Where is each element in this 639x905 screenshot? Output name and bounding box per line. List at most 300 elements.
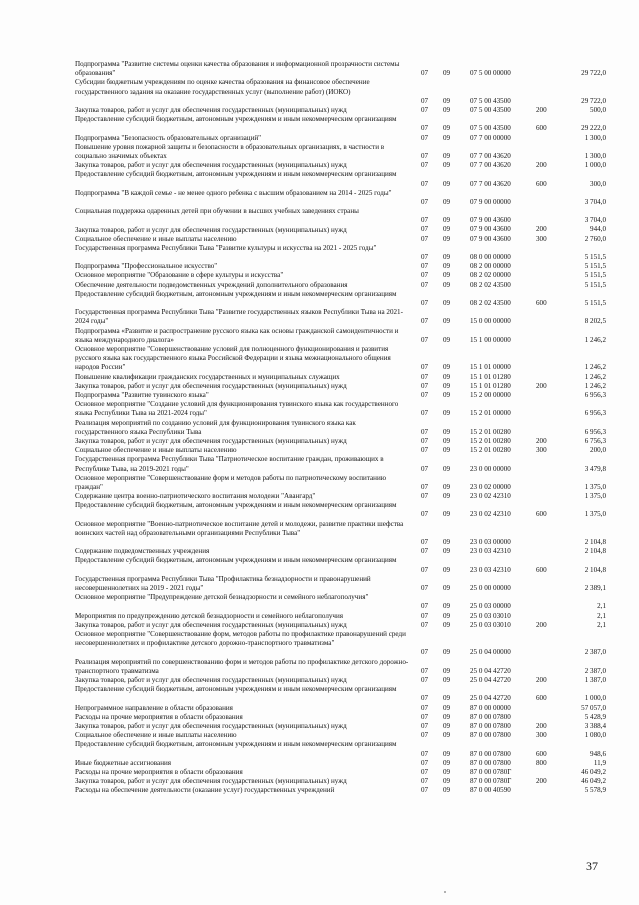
table-row [0, 621, 639, 630]
row-subsection: 09 [443, 758, 451, 767]
row-target-article: 07 9 00 00000 [470, 197, 511, 206]
row-name: Закупка товаров, работ и услуг для обеспечения государственных (муниципальных) нужд [75, 225, 347, 234]
table-row [0, 161, 639, 170]
row-subsection: 09 [443, 262, 451, 271]
row-amount: 5 151,5 [584, 299, 606, 308]
table-row [0, 189, 639, 207]
table-row [0, 501, 639, 519]
row-target-article: 87 0 00 0780Г [470, 767, 512, 776]
row-name: Закупка товаров, работ и услуг для обеспечения государственных (муниципальных) нужд [75, 777, 347, 786]
table-row [0, 556, 639, 574]
row-target-article: 07 7 00 00000 [470, 133, 511, 142]
row-amount: 1 246,2 [584, 381, 606, 390]
table-row [0, 244, 639, 262]
row-amount: 5 151,5 [584, 271, 606, 280]
table-row [0, 492, 639, 501]
row-section: 07 [421, 758, 429, 767]
row-name: Непрограммное направление в области образования [75, 703, 233, 712]
row-name: Закупка товаров, работ и услуг для обеспечения государственных (муниципальных) нужд [75, 105, 347, 114]
row-amount: 200,0 [590, 446, 606, 455]
row-target-article: 23 0 02 42310 [470, 510, 511, 519]
table-row [0, 106, 639, 115]
table-row [0, 170, 639, 188]
row-target-article: 15 2 00 00000 [470, 390, 511, 399]
row-name: Предоставление субсидий бюджетным, автономным учреждениям и иным некоммерческим организациям [75, 115, 397, 124]
row-section: 07 [421, 648, 429, 657]
row-target-article: 87 0 00 40590 [470, 786, 511, 795]
row-section: 07 [421, 105, 429, 114]
table-row [0, 520, 639, 548]
row-amount: 1 000,0 [584, 694, 606, 703]
row-target-article: 87 0 00 07800 [470, 721, 511, 730]
row-subsection: 09 [443, 703, 451, 712]
row-subsection: 09 [443, 538, 451, 547]
row-section: 07 [421, 565, 429, 574]
row-target-article: 15 1 01 00000 [470, 363, 511, 372]
row-name: Подпрограмма "Безопасность образовательных организаций" [75, 133, 262, 142]
row-subsection: 09 [443, 666, 451, 675]
row-subsection: 09 [443, 767, 451, 776]
row-amount: 2 104,8 [584, 565, 606, 574]
row-amount: 29 722,0 [581, 96, 606, 105]
row-target-article: 07 7 00 43620 [470, 179, 511, 188]
table-row [0, 382, 639, 391]
row-target-article: 07 5 00 43500 [470, 105, 511, 114]
table-row [0, 777, 639, 786]
row-amount: 6 956,3 [584, 390, 606, 399]
row-amount: 1 300,0 [584, 133, 606, 142]
row-amount: 3 704,0 [584, 197, 606, 206]
row-name: Социальное обеспечение и иные выплаты населению [75, 446, 237, 455]
table-row [0, 722, 639, 731]
row-target-article: 08 2 02 43500 [470, 299, 511, 308]
row-target-article: 25 0 04 42720 [470, 694, 511, 703]
row-amount: 500,0 [590, 105, 606, 114]
row-subsection: 09 [443, 96, 451, 105]
row-section: 07 [421, 446, 429, 455]
table-row [0, 685, 639, 703]
row-expense-type: 200 [536, 436, 547, 445]
row-name: Закупка товаров, работ и услуг для обеспечения государственных (муниципальных) нужд [75, 721, 347, 730]
row-expense-type: 200 [536, 675, 547, 684]
row-subsection: 09 [443, 777, 451, 786]
row-target-article: 23 0 00 00000 [470, 464, 511, 473]
row-section: 07 [421, 197, 429, 206]
row-target-article: 87 0 00 07800 [470, 749, 511, 758]
row-section: 07 [421, 510, 429, 519]
table-row [0, 281, 639, 290]
row-amount: 944,0 [590, 225, 606, 234]
table-row [0, 262, 639, 271]
row-amount: 1 300,0 [584, 151, 606, 160]
row-subsection: 09 [443, 253, 451, 262]
row-section: 07 [421, 675, 429, 684]
row-section: 07 [421, 179, 429, 188]
row-section: 07 [421, 584, 429, 593]
row-section: 07 [421, 731, 429, 740]
table-row [0, 345, 639, 373]
row-name: Закупка товаров, работ и услуг для обеспечения государственных (муниципальных) нужд [75, 161, 347, 170]
row-target-article: 23 0 02 00000 [470, 482, 511, 491]
row-target-article: 15 1 01 01280 [470, 372, 511, 381]
table-row [0, 740, 639, 758]
row-subsection: 09 [443, 197, 451, 206]
row-subsection: 09 [443, 492, 451, 501]
row-amount: 5 151,5 [584, 262, 606, 271]
row-target-article: 87 0 00 07800 [470, 758, 511, 767]
row-subsection: 09 [443, 335, 451, 344]
row-name: Социальное обеспечение и иные выплаты населению [75, 234, 237, 243]
table-row [0, 786, 639, 795]
row-section: 07 [421, 253, 429, 262]
row-name: Обеспечение деятельности подведомственных учреждений дополнительного образования [75, 280, 348, 289]
row-amount: 46 049,2 [581, 767, 606, 776]
row-expense-type: 300 [536, 446, 547, 455]
row-expense-type: 600 [536, 565, 547, 574]
row-amount: 948,6 [590, 749, 606, 758]
row-target-article: 07 7 00 43620 [470, 161, 511, 170]
row-expense-type: 200 [536, 620, 547, 629]
row-target-article: 25 0 04 42720 [470, 675, 511, 684]
row-subsection: 09 [443, 151, 451, 160]
row-expense-type: 200 [536, 381, 547, 390]
row-target-article: 23 0 03 42310 [470, 565, 511, 574]
row-expense-type: 200 [536, 105, 547, 114]
row-name: Расходы на обеспечение деятельности (оказание услуг) государственных учреждений [75, 786, 335, 795]
row-target-article: 07 5 00 00000 [470, 69, 511, 78]
row-amount: 29 222,0 [581, 124, 606, 133]
row-target-article: 87 0 00 0780Г [470, 777, 512, 786]
row-subsection: 09 [443, 179, 451, 188]
page-number: 37 [586, 859, 598, 873]
row-amount: 2,1 [597, 611, 606, 620]
row-amount: 29 722,0 [581, 69, 606, 78]
row-target-article: 15 2 01 00280 [470, 427, 511, 436]
row-subsection: 09 [443, 446, 451, 455]
row-subsection: 09 [443, 464, 451, 473]
row-name: Закупка товаров, работ и услуг для обеспечения государственных (муниципальных) нужд [75, 381, 347, 390]
row-amount: 2 389,1 [584, 584, 606, 593]
row-amount: 8 202,5 [584, 317, 606, 326]
row-subsection: 09 [443, 584, 451, 593]
row-subsection: 09 [443, 482, 451, 491]
row-section: 07 [421, 721, 429, 730]
row-name: Закупка товаров, работ и услуг для обеспечения государственных (муниципальных) нужд [75, 436, 347, 445]
row-target-article: 87 0 00 00000 [470, 703, 511, 712]
table-row [0, 612, 639, 621]
row-expense-type: 800 [536, 758, 547, 767]
table-row [0, 373, 639, 382]
row-amount: 2 387,0 [584, 666, 606, 675]
row-subsection: 09 [443, 271, 451, 280]
row-target-article: 25 0 03 00000 [470, 602, 511, 611]
row-subsection: 09 [443, 124, 451, 133]
row-target-article: 07 9 00 43600 [470, 234, 511, 243]
row-section: 07 [421, 611, 429, 620]
row-expense-type: 200 [536, 161, 547, 170]
row-amount: 2,1 [597, 620, 606, 629]
row-target-article: 08 2 00 00000 [470, 262, 511, 271]
row-name: Закупка товаров, работ и услуг для обеспечения государственных (муниципальных) нужд [75, 620, 347, 629]
row-amount: 1 246,2 [584, 335, 606, 344]
row-name: Иные бюджетные ассигнования [75, 758, 172, 767]
row-amount: 6 956,3 [584, 409, 606, 418]
row-name: Предоставление субсидий бюджетным, автономным учреждениям и иным некоммерческим организациям [75, 685, 397, 694]
table-row [0, 327, 639, 345]
row-name: Социальная поддержка одаренных детей при обучении в высших учебных заведениях страны [75, 207, 359, 216]
row-subsection: 09 [443, 694, 451, 703]
row-amount: 11,9 [593, 758, 606, 767]
table-row [0, 446, 639, 455]
row-name: Субсидии бюджетным учреждениям по оценке качества образования на финансовое обеспечение государственного задания на оказание государственных услуг (выполнение работ) (ИОКО) [75, 78, 370, 96]
row-subsection: 09 [443, 280, 451, 289]
row-section: 07 [421, 538, 429, 547]
row-target-article: 25 0 03 03010 [470, 611, 511, 620]
row-name: Основное мероприятие "Образование в сфере культуры и искусства" [75, 271, 284, 280]
row-name: Подпрограмма "Развитие тувинского языка" [75, 390, 209, 399]
row-target-article: 25 0 00 00000 [470, 584, 511, 593]
table-row [0, 143, 639, 161]
row-name: Повышение квалификации гражданских государственных и муниципальных служащих [75, 372, 340, 381]
row-target-article: 15 0 00 00000 [470, 317, 511, 326]
row-name: Государственная программа Республики Тыва "Профилактика безнадзорности и правонарушений несовершеннолетних на 2019 - 2021 годы" [75, 574, 371, 593]
table-row [0, 731, 639, 740]
row-subsection: 09 [443, 216, 451, 225]
table-row [0, 419, 639, 437]
row-section: 07 [421, 767, 429, 776]
row-subsection: 09 [443, 675, 451, 684]
row-section: 07 [421, 216, 429, 225]
row-name: Расходы на прочие мероприятия в области образования [75, 767, 243, 776]
row-name: Подпрограмма "В каждой семье - не менее одного ребенка с высшим образованием на 2014 - 2025 годы" [75, 188, 392, 197]
table-row [0, 455, 639, 473]
row-section: 07 [421, 694, 429, 703]
row-name: Государственная программа Республики Тыва "Патриотическое воспитание граждан, проживающих в Республике Тыва, на 2019-2021 годы" [75, 455, 384, 473]
table-row [0, 437, 639, 446]
table-row [0, 308, 639, 326]
row-amount: 2 104,8 [584, 538, 606, 547]
row-subsection: 09 [443, 731, 451, 740]
table-row [0, 630, 639, 658]
row-amount: 2 104,8 [584, 547, 606, 556]
row-subsection: 09 [443, 225, 451, 234]
row-expense-type: 600 [536, 694, 547, 703]
budget-table [0, 60, 639, 795]
table-row [0, 115, 639, 133]
row-expense-type: 600 [536, 749, 547, 758]
row-section: 07 [421, 363, 429, 372]
row-amount: 300,0 [590, 179, 606, 188]
row-section: 07 [421, 409, 429, 418]
row-expense-type: 600 [536, 179, 547, 188]
row-name: Основное мероприятие "Предупреждение детской безнадзорности и семейного неблагополучия" [75, 593, 369, 602]
row-name: Государственная программа Республики Тыва "Развитие государственных языков Республики Тыва на 2021-2024 годы" [75, 308, 403, 326]
row-amount: 3 388,4 [584, 721, 606, 730]
row-target-article: 08 0 00 00000 [470, 253, 511, 262]
row-subsection: 09 [443, 786, 451, 795]
row-amount: 1 375,0 [584, 492, 606, 501]
row-section: 07 [421, 381, 429, 390]
row-amount: 5 151,5 [584, 253, 606, 262]
row-section: 07 [421, 225, 429, 234]
row-section: 07 [421, 96, 429, 105]
row-subsection: 09 [443, 436, 451, 445]
row-name: Подпрограмма "Профессиональное искусство" [75, 262, 218, 271]
row-subsection: 09 [443, 648, 451, 657]
row-subsection: 09 [443, 105, 451, 114]
row-name: Основное мероприятие "Совершенствование форм, методов работы по профилактике правонарушений среди несовершеннолетних и профилактике детского дорожно-транспортного травматизма" [75, 630, 406, 648]
row-target-article: 23 0 03 42310 [470, 547, 511, 556]
table-row [0, 713, 639, 722]
row-expense-type: 600 [536, 299, 547, 308]
row-amount: 6 956,3 [584, 427, 606, 436]
row-name: Подпрограмма "Развитие системы оценки качества образования и информационной прозрачности системы образования" [75, 60, 400, 78]
table-row [0, 226, 639, 235]
table-row [0, 290, 639, 308]
row-amount: 1 080,0 [584, 731, 606, 740]
table-row [0, 759, 639, 768]
row-name: Содержание центра военно-патриотического воспитания молодежи "Авангард" [75, 492, 316, 501]
row-name: Предоставление субсидий бюджетным, автономным учреждениям и иным некоммерческим организациям [75, 501, 397, 510]
row-amount: 1 246,2 [584, 363, 606, 372]
row-section: 07 [421, 620, 429, 629]
row-subsection: 09 [443, 363, 451, 372]
row-target-article: 25 0 04 42720 [470, 666, 511, 675]
row-amount: 46 049,2 [581, 777, 606, 786]
row-section: 07 [421, 703, 429, 712]
row-name: Государственная программа Республики Тыва "Развитие культуры и искусства на 2021 - 2025 годы" [75, 243, 377, 252]
row-section: 07 [421, 234, 429, 243]
table-row [0, 400, 639, 418]
row-subsection: 09 [443, 299, 451, 308]
row-expense-type: 600 [536, 510, 547, 519]
row-section: 07 [421, 547, 429, 556]
row-amount: 5 151,5 [584, 280, 606, 289]
row-target-article: 23 0 02 42310 [470, 492, 511, 501]
table-row [0, 593, 639, 611]
row-target-article: 07 9 00 43600 [470, 225, 511, 234]
row-section: 07 [421, 262, 429, 271]
row-subsection: 09 [443, 712, 451, 721]
row-name: Реализация мероприятий по совершенствованию форм и методов работы по профилактике детского дорожно-транспортного травматизма [75, 657, 409, 675]
row-name: Подпрограмма «Развитие и распространение русского языка как основы гражданской самоидентичности и языка международного диалога» [75, 326, 399, 344]
scan-speck [444, 891, 446, 893]
row-amount: 2 387,0 [584, 648, 606, 657]
row-name: Социальное обеспечение и иные выплаты населению [75, 731, 237, 740]
row-section: 07 [421, 436, 429, 445]
table-row [0, 547, 639, 556]
row-subsection: 09 [443, 390, 451, 399]
row-section: 07 [421, 602, 429, 611]
row-amount: 3 479,8 [584, 464, 606, 473]
row-section: 07 [421, 161, 429, 170]
row-subsection: 09 [443, 602, 451, 611]
row-amount: 57 057,0 [581, 703, 606, 712]
row-target-article: 07 5 00 43500 [470, 124, 511, 133]
row-target-article: 87 0 00 07800 [470, 731, 511, 740]
row-section: 07 [421, 464, 429, 473]
row-section: 07 [421, 712, 429, 721]
row-section: 07 [421, 335, 429, 344]
row-expense-type: 200 [536, 225, 547, 234]
row-section: 07 [421, 133, 429, 142]
row-name: Предоставление субсидий бюджетным, автономным учреждениям и иным некоммерческим организациям [75, 170, 397, 179]
row-expense-type: 600 [536, 124, 547, 133]
row-name: Повышение уровня пожарной защиты и безопасности в образовательных организациях, в частности в социально значимых объектах [75, 142, 385, 160]
table-row [0, 271, 639, 280]
row-section: 07 [421, 492, 429, 501]
row-name: Основное мероприятие "Военно-патриотическое воспитание детей и молодежи, развитие практики шефства воинских частей над образовательными организациями Республики Тыва" [75, 519, 404, 537]
row-target-article: 87 0 00 07800 [470, 712, 511, 721]
table-row [0, 134, 639, 143]
row-subsection: 09 [443, 749, 451, 758]
row-section: 07 [421, 69, 429, 78]
table-row [0, 60, 639, 78]
row-amount: 3 704,0 [584, 216, 606, 225]
row-target-article: 08 2 02 43500 [470, 280, 511, 289]
row-target-article: 15 2 01 00280 [470, 436, 511, 445]
row-name: Предоставление субсидий бюджетным, автономным учреждениям и иным некоммерческим организациям [75, 740, 397, 749]
row-subsection: 09 [443, 161, 451, 170]
row-subsection: 09 [443, 427, 451, 436]
row-subsection: 09 [443, 234, 451, 243]
row-target-article: 15 1 01 01280 [470, 381, 511, 390]
row-name: Основное мероприятие "Создание условий для функционирования тувинского языка как государственного языка Республики Тыва на 2021-2024 годы" [75, 400, 399, 418]
row-subsection: 09 [443, 409, 451, 418]
row-subsection: 09 [443, 721, 451, 730]
row-amount: 2 760,0 [584, 234, 606, 243]
row-name: Реализация мероприятий по созданию условий для функционирования тувинского языка как государственного языка Республики Тыва [75, 418, 356, 436]
row-section: 07 [421, 299, 429, 308]
row-section: 07 [421, 786, 429, 795]
row-name: Расходы на прочие мероприятия в области образования [75, 712, 243, 721]
row-subsection: 09 [443, 565, 451, 574]
row-subsection: 09 [443, 317, 451, 326]
row-expense-type: 200 [536, 777, 547, 786]
row-target-article: 07 9 00 43600 [470, 216, 511, 225]
row-section: 07 [421, 280, 429, 289]
row-section: 07 [421, 666, 429, 675]
row-name: Закупка товаров, работ и услуг для обеспечения государственных (муниципальных) нужд [75, 675, 347, 684]
row-target-article: 07 5 00 43500 [470, 96, 511, 105]
row-target-article: 08 2 02 00000 [470, 271, 511, 280]
row-amount: 5 578,9 [584, 786, 606, 795]
row-amount: 6 756,3 [584, 436, 606, 445]
table-row [0, 235, 639, 244]
table-row [0, 676, 639, 685]
row-amount: 5 428,9 [584, 712, 606, 721]
row-name: Основное мероприятие "Совершенствование условий для полноценного функционирования и развития русского языка как государственного языка Российской Федерации и языка межнационального общения народов России" [75, 345, 391, 372]
table-row [0, 768, 639, 777]
row-section: 07 [421, 124, 429, 133]
row-section: 07 [421, 151, 429, 160]
row-amount: 1 000,0 [584, 161, 606, 170]
row-subsection: 09 [443, 381, 451, 390]
row-section: 07 [421, 482, 429, 491]
table-row [0, 207, 639, 225]
row-subsection: 09 [443, 620, 451, 629]
row-section: 07 [421, 427, 429, 436]
row-section: 07 [421, 372, 429, 381]
table-row [0, 575, 639, 593]
row-expense-type: 300 [536, 731, 547, 740]
row-name: Предоставление субсидий бюджетным, автономным учреждениям и иным некоммерческим организациям [75, 556, 397, 565]
row-amount: 1 375,0 [584, 482, 606, 491]
row-subsection: 09 [443, 611, 451, 620]
row-amount: 2,1 [597, 602, 606, 611]
row-target-article: 25 0 03 03010 [470, 620, 511, 629]
table-row [0, 78, 639, 106]
